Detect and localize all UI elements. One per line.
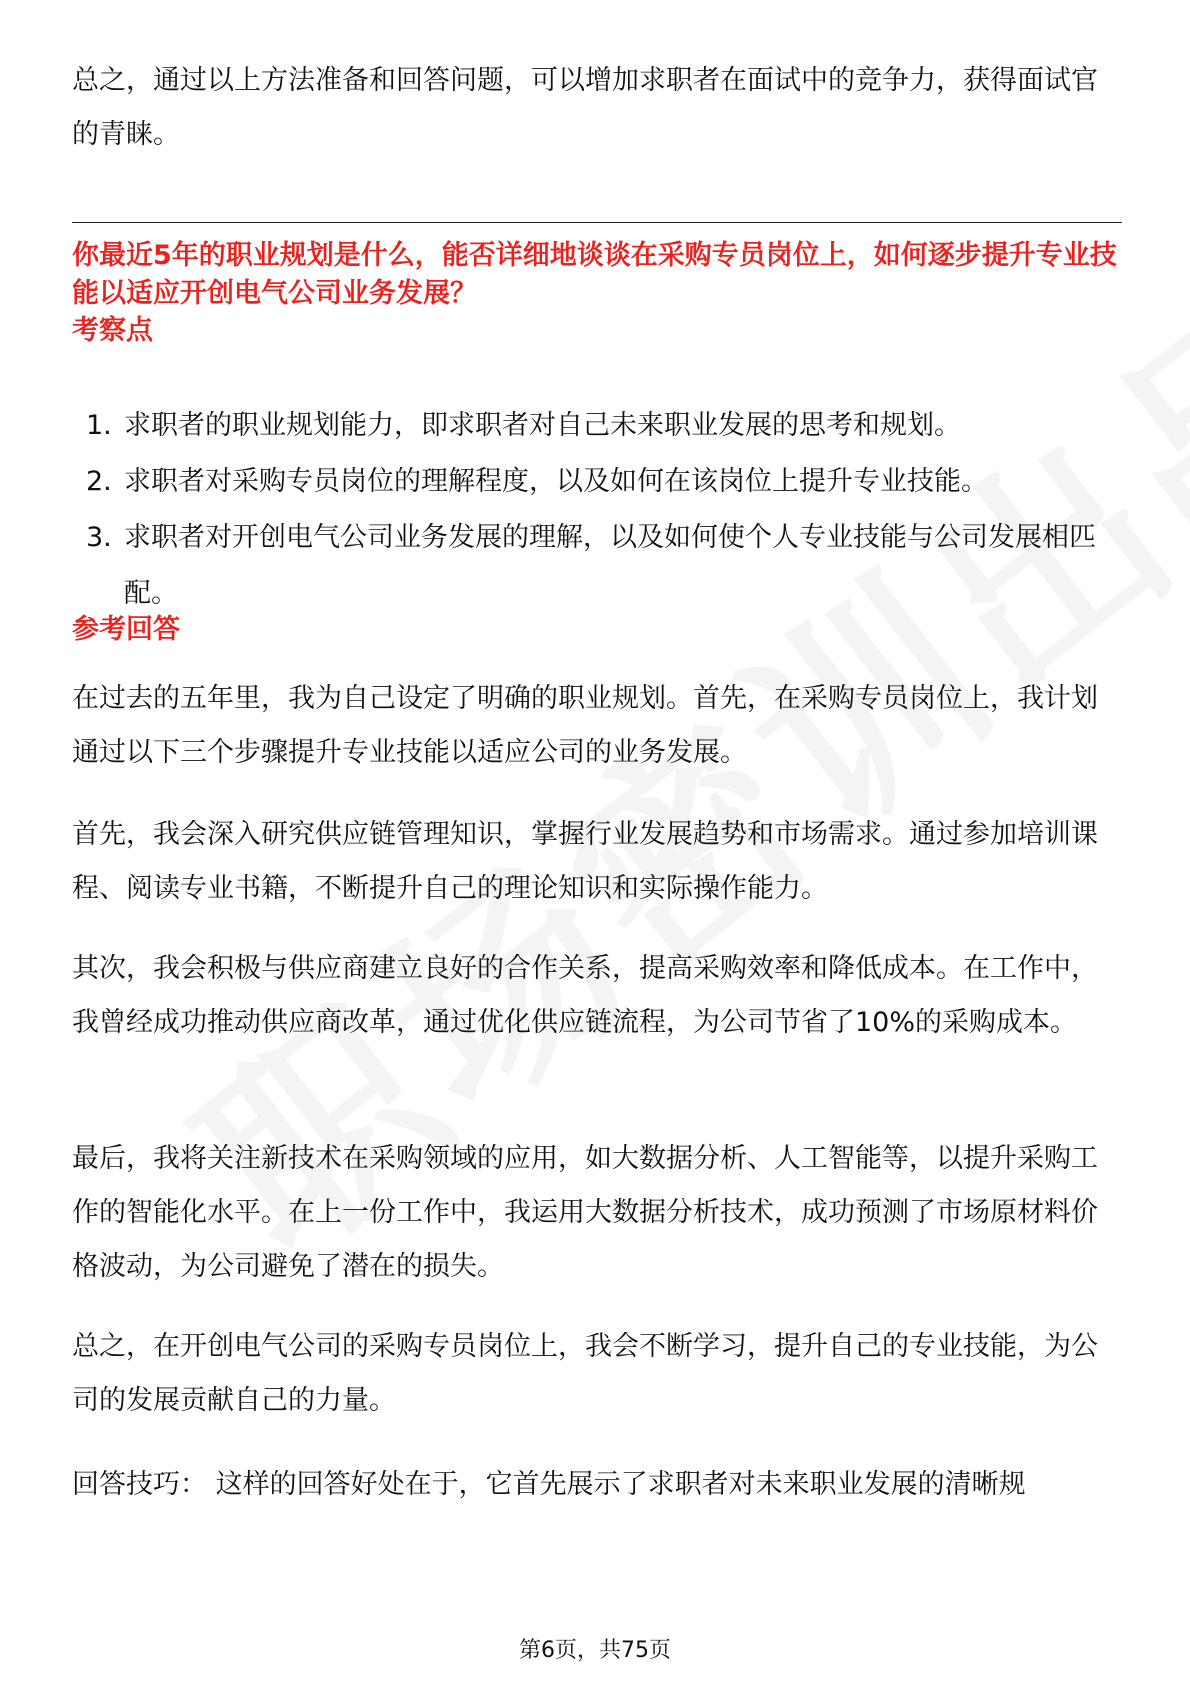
list-item (72, 454, 1122, 510)
list-item (72, 510, 1122, 622)
answer-paragraph: 总之，在开创电气公司的采购专员岗位上，我会不断学习，提升自己的专业技能，为公司的发展贡献自己的力量。 (72, 1331, 1098, 1416)
list-item-text: 求职者的职业规划能力，即求职者对自己未来职业发展的思考和规划。 (124, 410, 961, 441)
section-divider (72, 222, 1122, 223)
answer-paragraph: 在过去的五年里，我为自己设定了明确的职业规划。首先，在采购专员岗位上，我计划通过以下三个步骤提升专业技能以适应公司的业务发展。 (72, 683, 1098, 768)
question-heading: 你最近5年的职业规划是什么，能否详细地谈谈在采购专员岗位上，如何逐步提升专业技能以适应开创电气公司业务发展？ (72, 240, 1117, 309)
list-item-number: 2. (86, 466, 112, 497)
list-item-number: 1. (86, 410, 112, 441)
answer-paragraph: 最后，我将关注新技术在采购领域的应用，如大数据分析、人工智能等，以提升采购工作的智能化水平。在上一份工作中，我运用大数据分析技术，成功预测了市场原材料价格波动，为公司避免了潜在的损失。 (72, 1143, 1098, 1282)
intro-paragraph: 总之，通过以上方法准备和回答问题，可以增加求职者在面试中的竞争力，获得面试官的青睐。 (72, 65, 1098, 150)
answer-tips-paragraph: 回答技巧： 这样的回答好处在于，它首先展示了求职者对未来职业发展的清晰规 (72, 1469, 1026, 1500)
list-item-text: 求职者对采购专员岗位的理解程度，以及如何在该岗位上提升专业技能。 (124, 466, 988, 497)
answer-heading: 参考回答 (72, 614, 180, 645)
page-number-footer: 第6页，共75页 (519, 1638, 671, 1663)
assessment-heading: 考察点 (72, 315, 153, 346)
list-item-number: 3. (86, 522, 112, 553)
list-item-text: 求职者对开创电气公司业务发展的理解，以及如何使个人专业技能与公司发展相匹配。 (124, 522, 1096, 609)
list-item (72, 398, 1122, 454)
answer-paragraph: 首先，我会深入研究供应链管理知识，掌握行业发展趋势和市场需求。通过参加培训课程、阅读专业书籍，不断提升自己的理论知识和实际操作能力。 (72, 819, 1098, 904)
answer-paragraph: 其次，我会积极与供应商建立良好的合作关系，提高采购效率和降低成本。在工作中，我曾经成功推动供应商改革，通过优化供应链流程，为公司节省了10%的采购成本。 (72, 953, 1098, 1038)
assessment-points-list (72, 398, 1122, 622)
